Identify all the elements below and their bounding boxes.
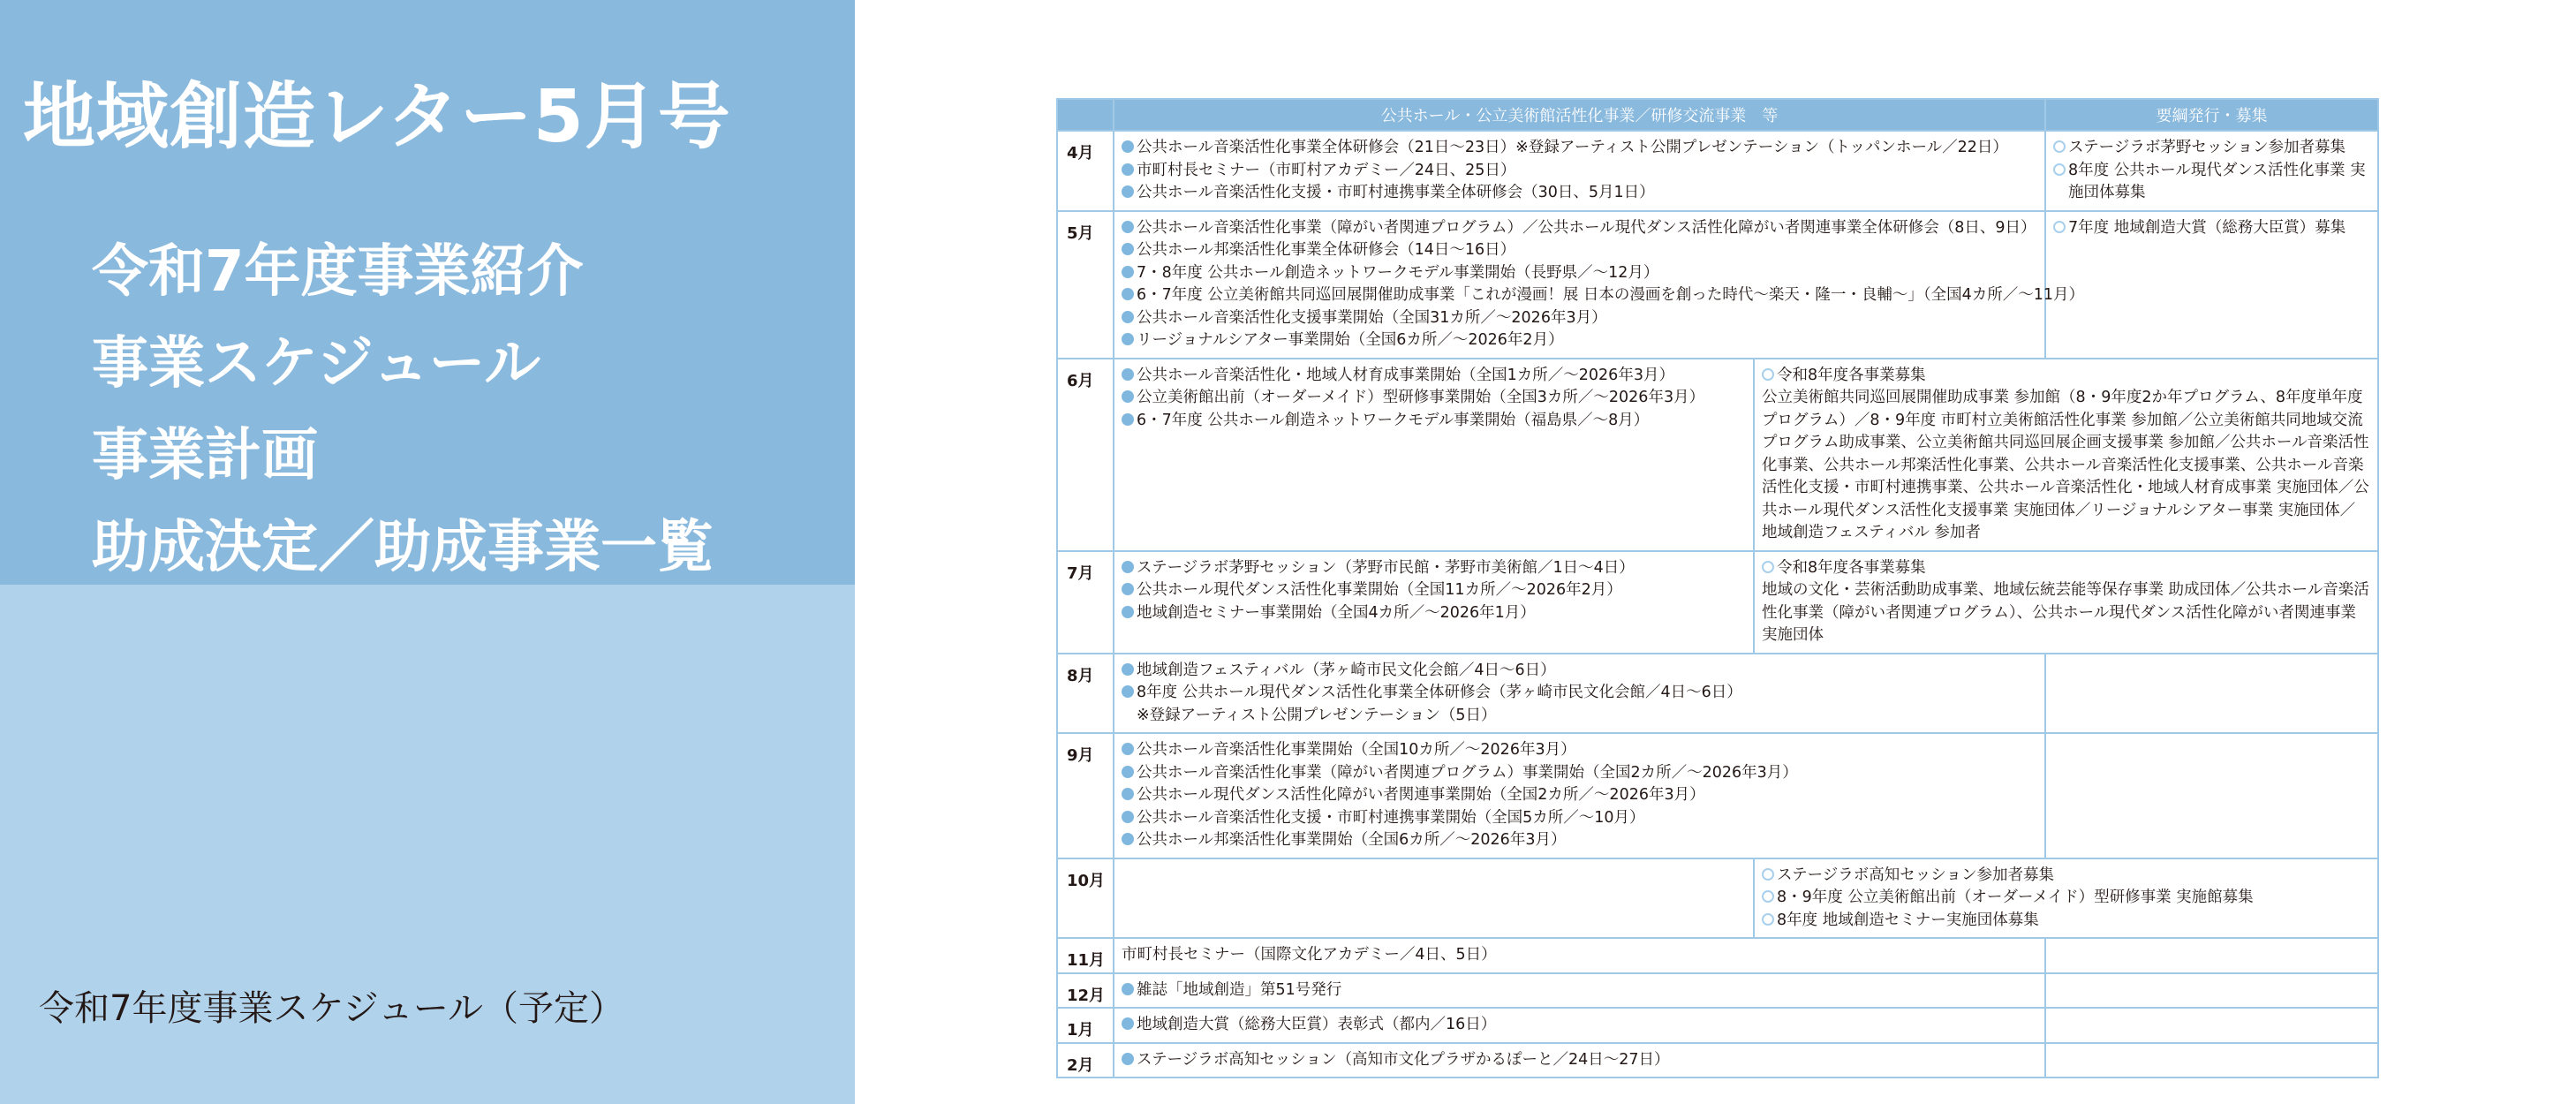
bullet-icon: [1762, 368, 1774, 381]
bullet-icon: [1122, 311, 1134, 323]
bullet-icon: [1122, 333, 1134, 345]
header-recruit: 要綱発行・募集: [2045, 99, 2378, 131]
bullet-icon: [1762, 868, 1774, 881]
projects-cell: [1114, 1043, 2045, 1078]
schedule-entry: 6・7年度 公立美術館共同巡回展開催助成事業「これが漫画！展 日本の漫画を創った時代～楽天・隆一・良輔～」（全国4カ所／～11月）: [1122, 284, 2037, 307]
header-month: [1057, 99, 1114, 131]
table-row: [1057, 654, 2378, 734]
recruit-cell: [1754, 858, 2378, 939]
schedule-entry: ステージラボ茅野セッション（茅野市民館・茅野市美術館／1日～4日）: [1122, 557, 1746, 580]
bullet-icon: [1762, 913, 1774, 926]
bullet-icon: [1122, 788, 1134, 800]
recruit-cell: [2045, 131, 2378, 211]
recruit-description: 地域の文化・芸術活動助成事業、地域伝統芸能等保存事業 助成団体／公共ホール音楽活性化事業（障がい者関連プログラム）、公共ホール現代ダンス活性化障がい者関連事業 実施団体: [1762, 581, 2369, 644]
bullet-icon: [1122, 561, 1134, 573]
bullet-icon: [1122, 1053, 1134, 1065]
projects-cell: [1114, 211, 2085, 359]
bullet-icon: [1122, 266, 1134, 278]
table-row: [1057, 858, 2378, 939]
bullet-icon: [2053, 221, 2066, 233]
schedule-entry: 公共ホール音楽活性化事業開始（全国10カ所／～2026年3月）: [1122, 739, 2037, 762]
month-label: 11月: [1057, 938, 1114, 973]
recruit-entry: 8・9年度 公立美術館出前（オーダーメイド）型研修事業 実施館募集: [1762, 887, 2370, 910]
month-label: 7月: [1057, 551, 1114, 654]
table-row: [1057, 551, 2378, 654]
slide-caption: 令和7年度事業スケジュール（予定）: [39, 988, 625, 1029]
month-label: 10月: [1057, 858, 1114, 939]
table-row: [1057, 938, 2378, 973]
bullet-icon: [1122, 811, 1134, 823]
header-projects: 公共ホール・公立美術館活性化事業／研修交流事業 等: [1114, 99, 2045, 131]
table-row: [1057, 211, 2378, 359]
menu-item-grants[interactable]: 助成決定／助成事業一覧: [92, 515, 714, 580]
bullet-icon: [1122, 663, 1134, 676]
table-row: [1057, 733, 2378, 858]
menu-item-schedule[interactable]: 事業スケジュール: [92, 331, 541, 397]
table-row: [1057, 1043, 2378, 1078]
schedule-entry: 8年度 公共ホール現代ダンス活性化事業全体研修会（茅ヶ崎市民文化会館／4日～6日）: [1122, 682, 2037, 705]
recruit-cell: [2045, 211, 2378, 359]
recruit-entry: 令和8年度各事業募集: [1762, 557, 2370, 580]
recruit-entry: 7年度 地域創造大賞（総務大臣賞）募集: [2053, 217, 2370, 240]
bullet-icon: [1122, 1017, 1134, 1030]
recruit-cell: [1754, 551, 2378, 654]
bullet-icon: [1122, 766, 1134, 778]
table-row: [1057, 131, 2378, 211]
schedule-entry: 公共ホール音楽活性化事業全体研修会（21日～23日）※登録アーティスト公開プレゼンテーション（トッパンホール／22日）: [1122, 137, 2037, 160]
schedule-note: ※登録アーティスト公開プレゼンテーション（5日）: [1137, 706, 1497, 724]
menu-item-plan[interactable]: 事業計画: [92, 423, 318, 488]
schedule-entry: 公共ホール現代ダンス活性化事業開始（全国11カ所／～2026年2月）: [1122, 579, 1746, 602]
bullet-icon: [2053, 140, 2066, 153]
schedule-entry: 地域創造セミナー事業開始（全国4カ所／～2026年1月）: [1122, 602, 1746, 625]
bullet-icon: [1762, 561, 1774, 573]
month-label: 1月: [1057, 1008, 1114, 1043]
projects-cell: [1114, 131, 2045, 211]
schedule-entry: 公共ホール音楽活性化事業（障がい者関連プログラム）事業開始（全国2カ所／～2026年3月）: [1122, 762, 2037, 785]
bullet-icon: [1122, 243, 1134, 255]
table-row: [1057, 973, 2378, 1009]
bullet-icon: [1122, 413, 1134, 426]
bullet-icon: [1122, 140, 1134, 153]
schedule-entry: 公共ホール邦楽活性化事業全体研修会（14日～16日）: [1122, 239, 2037, 262]
schedule-entry: 7・8年度 公共ホール創造ネットワークモデル事業開始（長野県／～12月）: [1122, 262, 2037, 285]
menu-item-project-intro[interactable]: 令和7年度事業紹介: [92, 239, 584, 305]
bullet-icon: [1122, 606, 1134, 618]
bullet-icon: [1122, 983, 1134, 995]
recruit-cell: [2045, 938, 2378, 973]
bullet-icon: [1122, 833, 1134, 845]
sidebar-header: [0, 0, 855, 585]
bullet-icon: [1122, 685, 1134, 698]
schedule-table: [1056, 98, 2379, 1078]
schedule-entry: 市町村長セミナー（市町村アカデミー／24日、25日）: [1122, 160, 2037, 183]
schedule-entry: 公共ホール現代ダンス活性化障がい者関連事業開始（全国2カ所／～2026年3月）: [1122, 784, 2037, 807]
month-label: 6月: [1057, 359, 1114, 551]
schedule-entry: 公共ホール音楽活性化支援事業開始（全国31カ所／～2026年3月）: [1122, 307, 2037, 330]
projects-cell: [1114, 551, 1754, 654]
month-label: 9月: [1057, 733, 1114, 858]
schedule-entry: 地域創造大賞（総務大臣賞）表彰式（都内／16日）: [1122, 1014, 2037, 1037]
bullet-icon: [1122, 288, 1134, 300]
schedule-entry: 雑誌「地域創造」第51号発行: [1122, 979, 2037, 1002]
recruit-cell: [2045, 733, 2378, 858]
schedule-entry: 地域創造フェスティバル（茅ヶ崎市民文化会館／4日～6日）: [1122, 660, 2037, 683]
projects-cell: [1114, 938, 2045, 973]
schedule-entry: 公共ホール邦楽活性化事業開始（全国6カ所／～2026年3月）: [1122, 829, 2037, 852]
projects-cell: [1114, 1008, 2045, 1043]
schedule-entry: 公共ホール音楽活性化支援・市町村連携事業全体研修会（30日、5月1日）: [1122, 182, 2037, 205]
bullet-icon: [1122, 390, 1134, 403]
bullet-icon: [1122, 185, 1134, 198]
table-row: [1057, 359, 2378, 551]
month-label: 8月: [1057, 654, 1114, 734]
schedule-entry: ステージラボ高知セッション（高知市文化プラザかるぽーと／24日～27日）: [1122, 1049, 2037, 1072]
schedule-entry: 公共ホール音楽活性化・地域人材育成事業開始（全国1カ所／～2026年3月）: [1122, 365, 1746, 388]
month-label: 12月: [1057, 973, 1114, 1009]
projects-cell: [1114, 359, 1754, 551]
schedule-entry: 市町村長セミナー（国際文化アカデミー／4日、5日）: [1122, 946, 1497, 964]
bullet-icon: [1122, 368, 1134, 381]
bullet-icon: [1122, 743, 1134, 755]
projects-cell: [1114, 654, 2045, 734]
schedule-entry: リージョナルシアター事業開始（全国6カ所／～2026年2月）: [1122, 329, 2037, 352]
recruit-entry: 8年度 公共ホール現代ダンス活性化事業 実施団体募集: [2053, 160, 2370, 205]
month-label: 2月: [1057, 1043, 1114, 1078]
projects-cell: [1114, 733, 2045, 858]
sidebar-panel: [0, 0, 855, 1104]
schedule-entry: 6・7年度 公共ホール創造ネットワークモデル事業開始（福島県／～8月）: [1122, 410, 1746, 433]
recruit-cell: [1754, 359, 2378, 551]
bullet-icon: [1122, 583, 1134, 595]
recruit-entry: ステージラボ茅野セッション参加者募集: [2053, 137, 2370, 160]
projects-cell: [1114, 973, 2045, 1009]
bullet-icon: [1122, 221, 1134, 233]
month-label: 4月: [1057, 131, 1114, 211]
table-row: [1057, 1008, 2378, 1043]
schedule-entry: 公立美術館出前（オーダーメイド）型研修事業開始（全国3カ所／～2026年3月）: [1122, 387, 1746, 410]
recruit-description: 公立美術館共同巡回展開催助成事業 参加館（8・9年度2か年プログラム、8年度単年度プログラム）／8・9年度 市町村立美術館活性化事業 参加館／公立美術館共同地域交流プログラム助成事業、公立美術館共同巡回展企画支援事業 参加館／公共ホール音楽活性化事業、公共ホール邦楽活性化事業、公共ホール音楽活性化支援事業、公共ホール音楽活性化支援・市町村連携事業、公共ホール音楽活性化・地域人材育成事業 実施団体／公共ホール現代ダンス活性化支援事業 実施団体／リージョナルシアター事業 実施団体／地域創造フェスティバル 参加者: [1762, 389, 2369, 541]
recruit-cell: [2045, 973, 2378, 1009]
table-header-row: [1057, 99, 2378, 131]
recruit-cell: [2045, 1043, 2378, 1078]
schedule-entry: 公共ホール音楽活性化事業（障がい者関連プログラム）／公共ホール現代ダンス活性化障がい者関連事業全体研修会（8日、9日）: [1122, 217, 2037, 240]
month-label: 5月: [1057, 211, 1114, 359]
sidebar-menu: [92, 226, 714, 594]
bullet-icon: [1122, 163, 1134, 176]
schedule-entry: 公共ホール音楽活性化支援・市町村連携事業開始（全国5カ所／～10月）: [1122, 807, 2037, 830]
recruit-cell: [2045, 1008, 2378, 1043]
recruit-entry: 令和8年度各事業募集: [1762, 365, 2370, 388]
bullet-icon: [1762, 890, 1774, 903]
recruit-entry: 8年度 地域創造セミナー実施団体募集: [1762, 910, 2370, 933]
bullet-icon: [2053, 163, 2066, 176]
newsletter-title: 地域創造レター5月号: [23, 75, 731, 159]
projects-cell: [1114, 858, 1754, 939]
recruit-entry: ステージラボ高知セッション参加者募集: [1762, 865, 2370, 888]
recruit-cell: [2045, 654, 2378, 734]
